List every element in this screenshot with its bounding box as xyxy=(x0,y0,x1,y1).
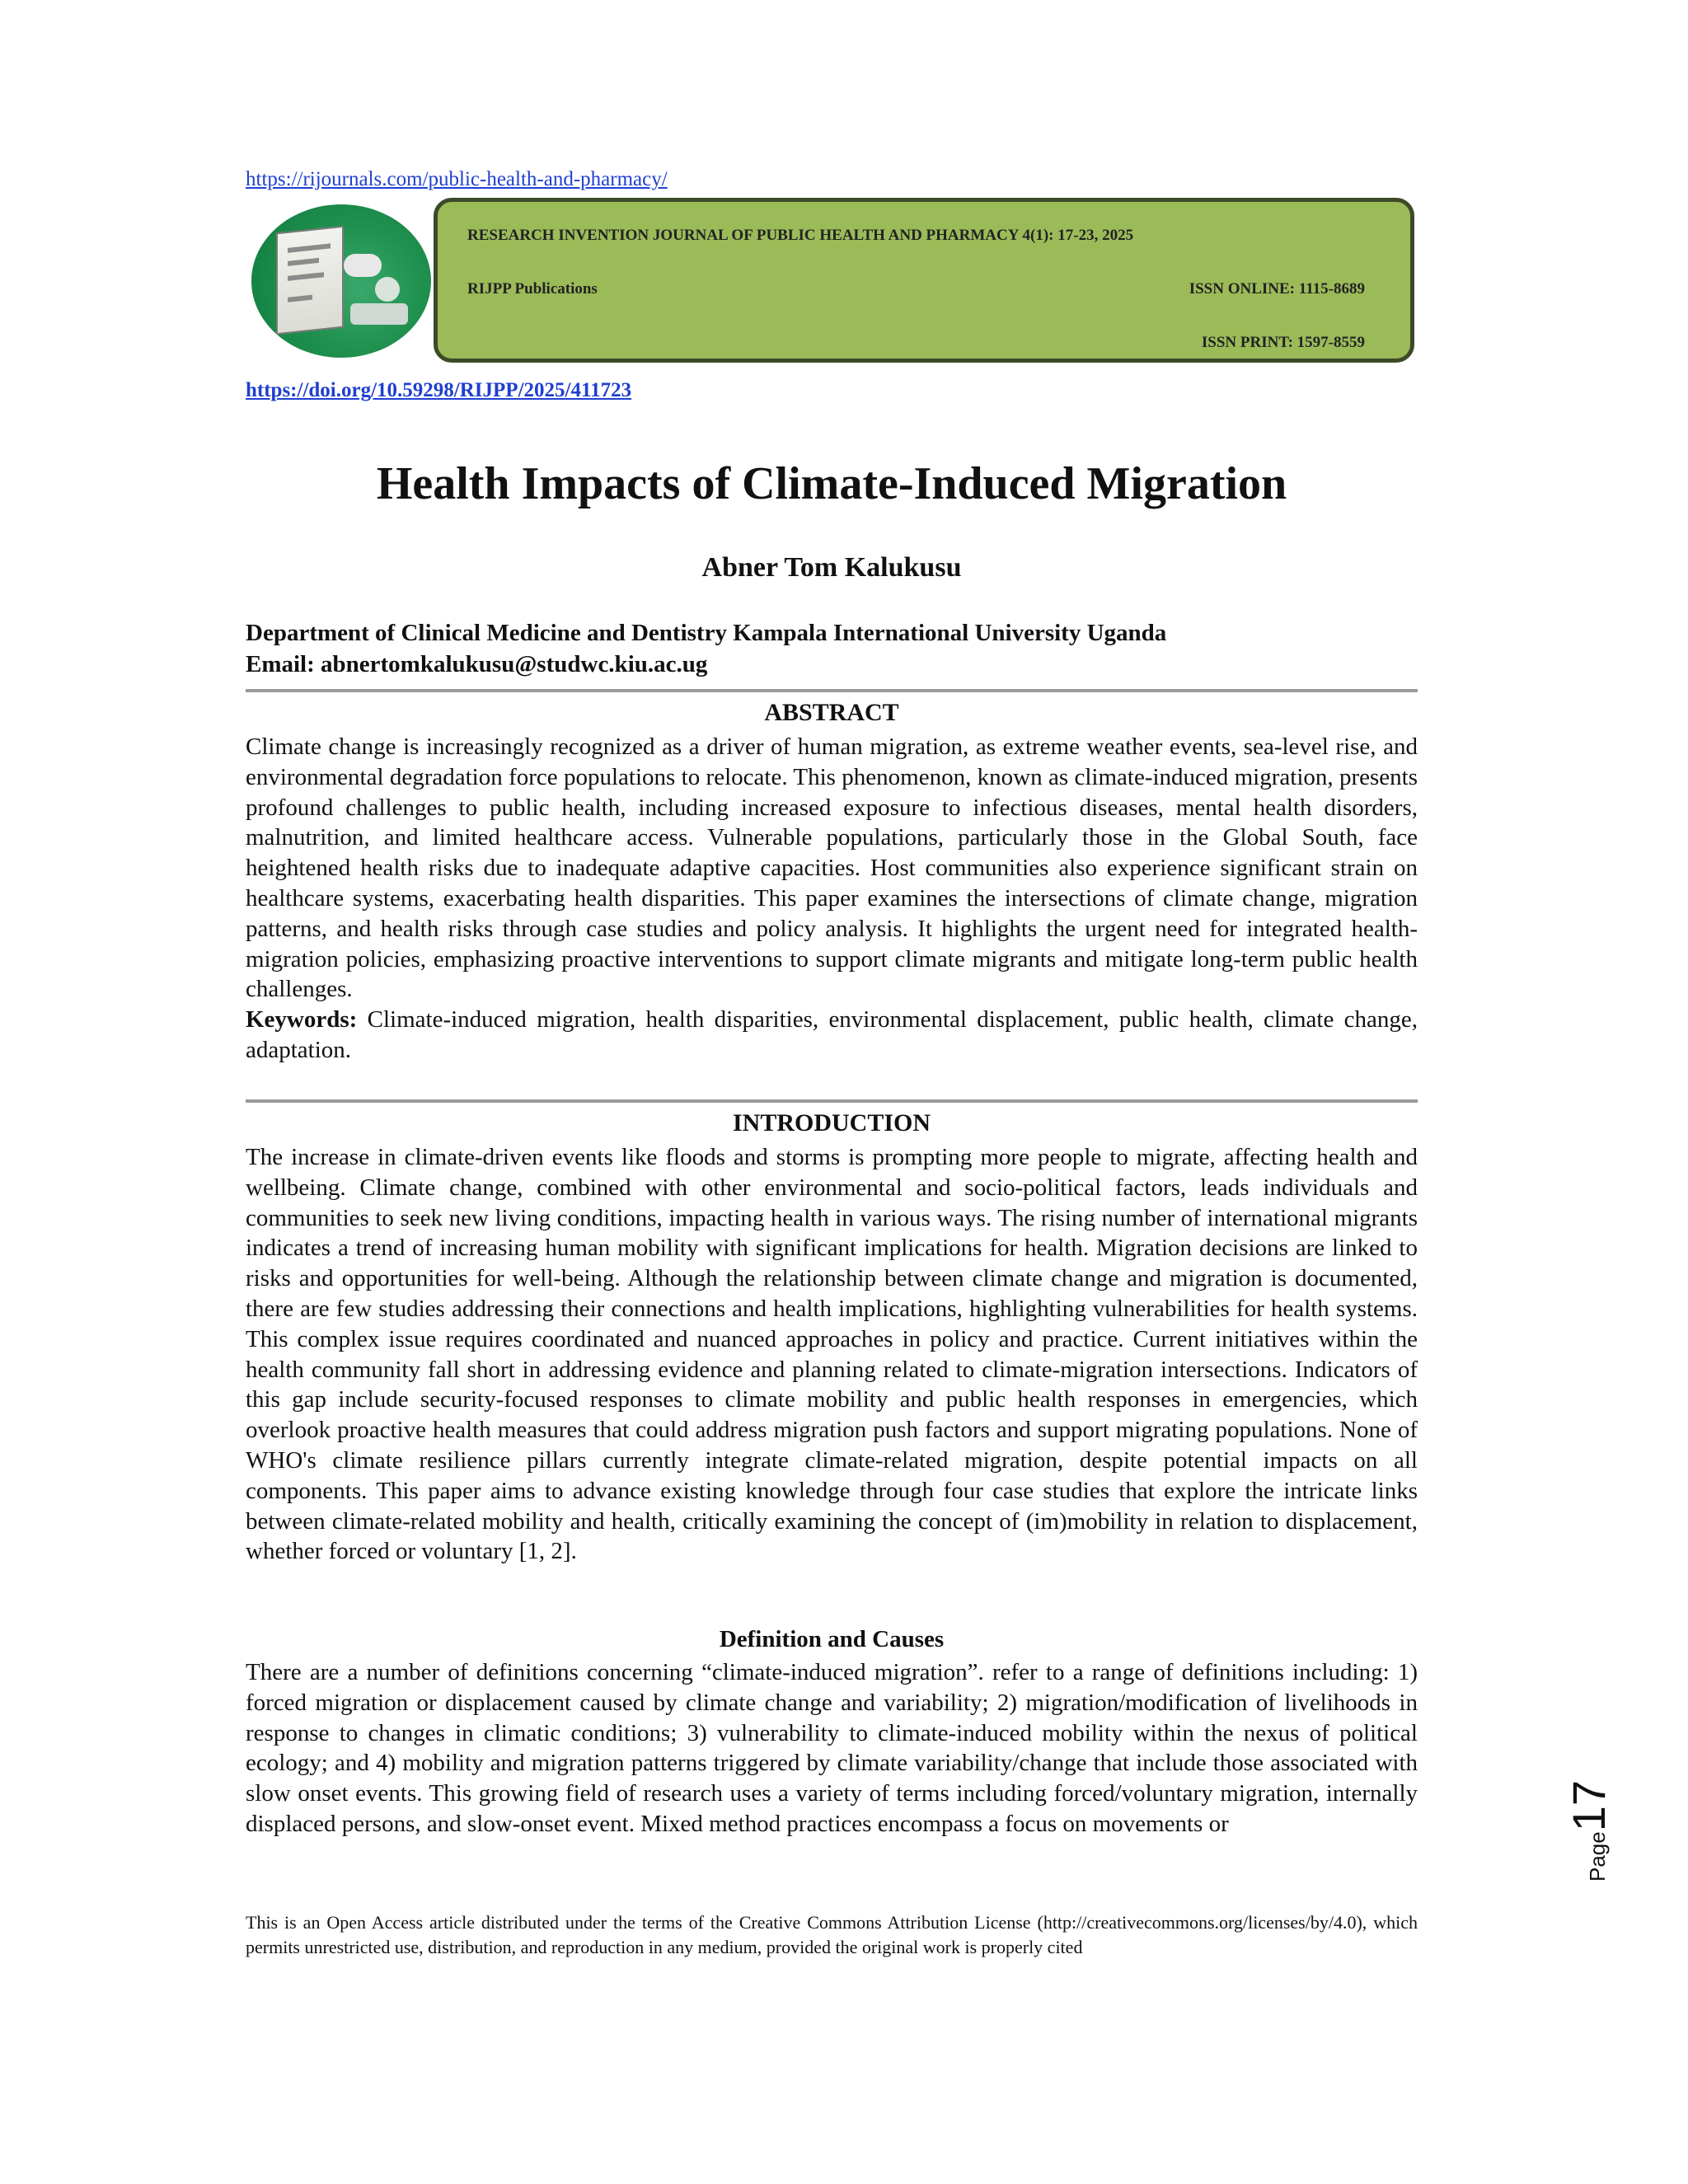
tablet-icon xyxy=(375,277,400,302)
introduction-text: The increase in climate-driven events like floods and storms is prompting more people to migrate, affecting health and wellbeing. Climate change, combined with other environmental and socio-political factors, leads individuals and communities to seek new living conditions, impacting health in various ways. The rising number of international migrants indicates a trend of increasing human mobility with significant implications for health. Migration decisions are linked to risks and opportunities for well-being. Although the relationship between climate change and migration is documented, there are few studies addressing their connections and health implications, highlighting vulnerabilities for health systems. This complex issue requires coordinated and nuanced approaches in policy and practice. Current initiatives within the health community fall short in addressing evidence and planning related to climate-migration intersections. Indicators of this gap include security-focused responses to climate mobility and public health responses in emergencies, which overlook proactive health measures that could address migration push factors and support migrating populations. None of WHO's climate resilience pillars currently integrate climate-related migration, despite potential impacts on all components. This paper aims to advance existing knowledge through four case studies that explore the intricate links between climate-related mobility and health, critically examining the concept of (im)mobility in relation to displacement, whether forced or voluntary [1, 2]. xyxy=(246,1144,1418,1565)
divider xyxy=(246,689,1418,692)
issn-print: ISSN PRINT: 1597-8559 xyxy=(1201,334,1365,351)
pill-icon xyxy=(344,254,382,277)
journal-cover-icon xyxy=(276,226,344,335)
publisher-name: RIJPP Publications xyxy=(467,280,598,298)
page-number-value: 17 xyxy=(1563,1779,1615,1832)
abstract-heading: ABSTRACT xyxy=(764,699,899,726)
author-email: Email: abnertomkalukusu@studwc.kiu.ac.ug xyxy=(246,651,708,677)
doi-link[interactable]: https://doi.org/10.59298/RIJPP/2025/411723 xyxy=(246,379,632,401)
page-number xyxy=(1562,1754,1615,1882)
issn-online: ISSN ONLINE: 1115-8689 xyxy=(1189,280,1365,298)
keywords-label: Keywords: xyxy=(246,1006,358,1033)
abstract-text xyxy=(246,732,1418,1066)
journal-title: RESEARCH INVENTION JOURNAL OF PUBLIC HEALTH AND PHARMACY 4(1): 17-23, 2025 xyxy=(467,227,1134,244)
medicine-box-icon xyxy=(350,303,408,325)
keywords-list: Climate-induced migration, health disparities, environmental displacement, public health, climate change, adaptation. xyxy=(246,1006,1418,1063)
license-footer: This is an Open Access article distributed under the terms of the Creative Commons Attribution License (http://creativecommons.org/licenses/by/4.0), which permits unrestricted use, distribution, and reproduction in any medium, provided the original work is properly cited xyxy=(246,1912,1418,1957)
article-title: Health Impacts of Climate-Induced Migration xyxy=(376,458,1287,509)
definition-heading: Definition and Causes xyxy=(719,1626,945,1652)
journal-url-link[interactable]: https://rijournals.com/public-health-and-pharmacy/ xyxy=(246,168,668,190)
author-name: Abner Tom Kalukusu xyxy=(701,552,962,583)
divider xyxy=(246,1099,1418,1103)
author-affiliation: Department of Clinical Medicine and Dentistry Kampala International University Uganda xyxy=(246,620,1167,646)
journal-logo xyxy=(251,204,431,358)
journal-header-box xyxy=(434,198,1414,363)
introduction-heading: INTRODUCTION xyxy=(732,1109,931,1137)
abstract-body: Climate change is increasingly recognized as a driver of human migration, as extreme weather events, sea-level rise, and environmental degradation force populations to relocate. This phenomenon, known as climate-induced migration, presents profound challenges to public health, including increased exposure to infectious diseases, mental health disorders, malnutrition, and limited healthcare access. Vulnerable populations, particularly those in the Global South, face heightened health risks due to inadequate adaptive capacities. Host communities also experience significant strain on healthcare systems, exacerbating health disparities. This paper examines the intersections of climate change, migration patterns, and health risks through case studies and policy analysis. It highlights the urgent need for integrated health-migration policies, emphasizing proactive interventions to support climate migrants and mitigate long-term public health challenges. xyxy=(246,733,1418,1003)
page-label: Page xyxy=(1585,1831,1610,1882)
definition-text: There are a number of definitions concerning “climate-induced migration”. refer to a range of definitions including: 1) forced migration or displacement caused by climate change and variability; 2) migration/modification of livelihoods in response to changes in climatic conditions; 3) vulnerability to climate-induced mobility within the nexus of political ecology; and 4) mobility and migration patterns triggered by climate variability/change that include those associated with slow onset events. This growing field of research uses a variety of terms including forced/voluntary migration, internally displaced persons, and slow-onset event. Mixed method practices encompass a focus on movements or xyxy=(246,1659,1418,1837)
